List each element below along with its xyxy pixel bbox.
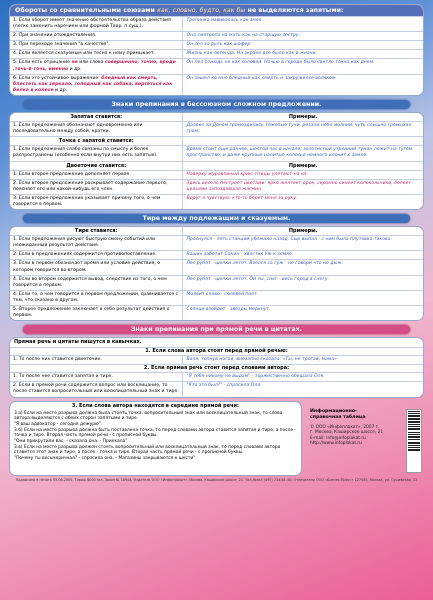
example-cell: Валя, топнув ногой, внезапно сказала: «Ты, не трогай, мама» xyxy=(186,357,337,363)
table-row xyxy=(10,49,423,58)
rule-cell xyxy=(10,75,183,95)
subsection-header: 2. Если прямая речь стоит перед словами автора: xyxy=(10,364,423,372)
rule-cell: 1. Если оборот имеет значение обстоятельства образа действия (легко заменить наречием или формой Твор. п.сущ.). xyxy=(10,17,183,31)
example-cell: Она смотрела на мать как на старшую сестру. xyxy=(186,33,301,39)
header-conjunctions: как, словно, будто, как бы xyxy=(157,7,246,14)
dash-subject-predicate-table xyxy=(9,226,424,321)
rule-text: или слова xyxy=(77,60,105,66)
table-row xyxy=(10,31,423,40)
table-row xyxy=(10,305,423,320)
table-row xyxy=(10,372,423,381)
highlight-text: бледный как смерть, блестеть как зеркало, голодный как собака, вертеться как белка в колесе xyxy=(13,75,173,93)
rule-cell: 2. Если в прямой речи содержится вопрос или восклицание, то после ставится вопросительный или восклицательный знак и тире. xyxy=(10,382,183,396)
column-header-row xyxy=(10,227,423,235)
example-text: "Я ваш адвокатор - сегодня дежурю". xyxy=(14,421,103,427)
example-cell: Наверху журавлиный крик: птицы улетают на юг. xyxy=(186,171,309,177)
example-cell: Лес рубят - щепки летят. Взялся за гуж - не говори что не дюж. xyxy=(186,261,343,267)
bottom-area xyxy=(9,401,424,476)
table-row xyxy=(10,235,423,250)
section-title: 3. Если слова автора находятся в середине прямой речи: xyxy=(71,402,240,409)
address-text: г. Москва, Каширское шоссе, 21 xyxy=(310,430,384,436)
publisher-info xyxy=(306,401,424,474)
section-banner: Знаки препинания в бессоюзном сложном предложении. xyxy=(23,100,410,109)
rule-text: 6. Если это устойчивое выражение: xyxy=(13,75,102,81)
info-title: Информационно- xyxy=(310,408,358,414)
rule-cell: 5. Второе предложение заключает в себе результат действия о первом. xyxy=(10,306,183,320)
rule-text: и др. xyxy=(68,66,82,72)
example-text: "Они прикрутили вас, - сказала она. - Приехала". xyxy=(14,439,129,445)
example-cell: Лес рубят - щепки летят. Ой ты, снег - весь город в снегу. xyxy=(186,276,329,282)
example-cell: Тропинка извивалась как змея. xyxy=(186,18,263,23)
subsection-header: 1. Если слова автора стоят перед прямой речью: xyxy=(10,347,423,355)
rule-cell: 2. При значении отождествления. xyxy=(10,32,183,40)
email-text: E-mail: info@infoplakat.ru xyxy=(310,435,366,441)
column-header-rule: Запятая ставится: xyxy=(10,113,183,121)
table-row xyxy=(10,121,423,136)
rule-cell: 1. Если предложения обозначают одновременно или последовательно между собой, кратки. xyxy=(10,122,183,136)
rule-text: 3.б) Если на месте разрыва должна быть поставлена точка, то перед словами автора ставится запятая и тире, а после - точка и тире. Вторая часть прямой речи - с прописной буквы. xyxy=(14,427,297,439)
example-cell: Ваших заботит Санин - хвостик Уж к земле. xyxy=(186,252,294,258)
table-row xyxy=(10,74,423,95)
column-header-rule: Тире ставится: xyxy=(10,227,183,235)
direct-speech-table xyxy=(9,337,424,397)
rule-cell: 3. Если в первом обозначает время или условие действия, о котором говорится во втором. xyxy=(10,260,183,274)
section-title: Прямая речь и цитаты пишутся в кавычках. xyxy=(14,339,142,346)
asyndetic-sentence-table xyxy=(9,112,424,210)
table-row xyxy=(10,179,423,194)
example-cell: "Кто это был?" - спросила Оля. xyxy=(186,383,262,389)
table-row xyxy=(10,58,423,73)
section-banner: Знаки препинания при прямой речи в цитатах. xyxy=(23,325,410,334)
table-row xyxy=(10,194,423,209)
rule-cell: 1. Если второе предложение дополняет первое. xyxy=(10,171,183,179)
column-header-example: Примеры. xyxy=(288,228,318,235)
column-header-row xyxy=(10,113,423,121)
table-row xyxy=(10,170,423,179)
rule-text: 5. Если есть отрицание xyxy=(13,60,72,66)
rule-text: и др. xyxy=(53,87,68,93)
example-cell: Молвит слово - соловей поет. xyxy=(186,291,259,297)
example-cell: Проснулся - пять станций убежало назад. Сыр выпал - с ним была плутовка такова. xyxy=(186,237,392,243)
example-cell: Он сел за руль как шофер. xyxy=(186,42,252,48)
rule-cell: 4. Если является сказуемым или тесно к нему примыкает. xyxy=(10,50,183,58)
header-text-end: не выделяются запятыми: xyxy=(245,7,344,14)
print-footer: Подписано в печать 05.06.2005. Тираж 6000 экз. Заказ № 18944. Издатель ООО «Инфоплакат». Москва, Каширское шоссе, 21. Тел./факс (495) 234-81-40. Отпечатано ООО «Бизнес-Пресс» 127055, Москва, ул. Сущевская, 22 xyxy=(15,477,418,482)
rule-cell: 4. Если то, о чем говорится в первом предложении, сравнивается с тем, что сказано в другом. xyxy=(10,291,183,305)
copyright-text: © ООО «Инфоплакат», 2007 г. xyxy=(310,424,380,430)
section-banner: Тире между подлежащим и сказуемым. xyxy=(23,214,410,223)
table-row xyxy=(10,355,423,364)
table-row xyxy=(10,250,423,259)
section-header xyxy=(10,5,423,16)
example-cell: Далеко за Доном громоздились тяжелые тучи, резали небо молнии, чуть слышно громыхал гром. xyxy=(186,123,412,135)
table-row xyxy=(10,16,423,31)
example-cell: Время стоит еще раннее, шестой час в начале; золотистый утренний туман лежит на тугом пространстве, и даже крупные налитые колосья немного клонит к земле. xyxy=(186,147,413,159)
rule-cell: 1. То после нее ставится запятая и тире. xyxy=(10,373,183,381)
column-header-example: Примеры. xyxy=(288,113,318,120)
highlight-text: не xyxy=(71,60,78,66)
example-cell: "Я тебя никому не выдам" - торжественно обещала Оля. xyxy=(186,374,325,380)
rule-cell: 3. При переходе значения "в качестве". xyxy=(10,41,183,49)
comparative-turns-table xyxy=(9,4,424,96)
example-text: "Почему ты восьмеричная? - спросила она. - Магазины закрываются к шести". xyxy=(14,456,197,462)
header-text: Обороты со сравнительными союзами xyxy=(15,7,158,14)
example-cell: Вдруг я чувствую: кто-то берет меня за руку. xyxy=(186,195,298,201)
column-header-example: Примеры. xyxy=(288,162,318,169)
rule-text: 3.в) Если на месте разрыва должен стоять вопросительный или восклицательный знак, то перед словами автора ставится этот знак и тире, а после - точка и тире. Вторая часть прямой речи - с прописной буквы. xyxy=(14,444,281,456)
table-row xyxy=(10,40,423,49)
rule-cell: 4. Если во втором содержится вывод, следствие из того, о чем говорится в первом. xyxy=(10,276,183,290)
table-row xyxy=(10,275,423,290)
column-header-row xyxy=(10,161,423,170)
info-title: справочная таблица xyxy=(310,414,366,420)
author-words-middle-block xyxy=(9,401,302,476)
example-cell: Он пел отнюдь не как соловей. Ночью в городе было светло точно как днем. xyxy=(186,60,375,66)
rule-cell: 3. Если второе предложение указывает причину того, о чем говорится в первом. xyxy=(10,195,183,209)
rule-cell: 1. Если предложения слабо связаны по смыслу и более распространены (особенно если внутри них есть запятые). xyxy=(10,146,183,160)
rule-text: 3.а) Если на месте разрыва должна была стоять точка, вопросительный знак или восклицательный знак, то слова автора выделяются с обеих сторон запятыми и тире. xyxy=(14,410,283,422)
site-text: http://www.infoplakat.ru xyxy=(310,441,362,447)
rule-cell: 1. То после них ставится двоеточие. xyxy=(10,356,183,364)
highlight-text: совершенно, точно, вроде ,точь-в-точь, именно xyxy=(13,60,176,72)
semicolon-header: Точка с запятой ставится: xyxy=(10,137,183,145)
empty-cell xyxy=(183,137,423,145)
example-cell: Здесь весело пестреет цветами: ярко желтеет дрок, скромно синеет колокольчики, белеет цельями запоздавшая жасмин. xyxy=(186,180,412,192)
rule-cell xyxy=(10,59,183,73)
colon-header: Двоеточие ставится: xyxy=(10,162,183,170)
column-header-row xyxy=(10,136,423,145)
rule-cell: 2. Если в предложениях содержится противопоставление. xyxy=(10,251,183,259)
example-cell: Он зашел ко мне бледный как смерть и закружился волчком. xyxy=(186,75,337,81)
example-cell: Солнце взойдет - звезды меркнут. xyxy=(186,307,271,312)
barcode-icon xyxy=(406,409,422,473)
table-row xyxy=(10,145,423,160)
rule-cell: 1. Если предложения рисуют быструю смену событий или неожиданный результат действия. xyxy=(10,236,183,250)
table-row xyxy=(10,259,423,274)
rule-cell: 2. Если второе предложение раскрывает содержание первого, поясняет его или какой-нибудь его член. xyxy=(10,180,183,194)
table-row xyxy=(10,381,423,396)
example-cell: Жизнь как легенда. На экране все было как в жизни. xyxy=(186,51,317,57)
table-row xyxy=(10,290,423,305)
